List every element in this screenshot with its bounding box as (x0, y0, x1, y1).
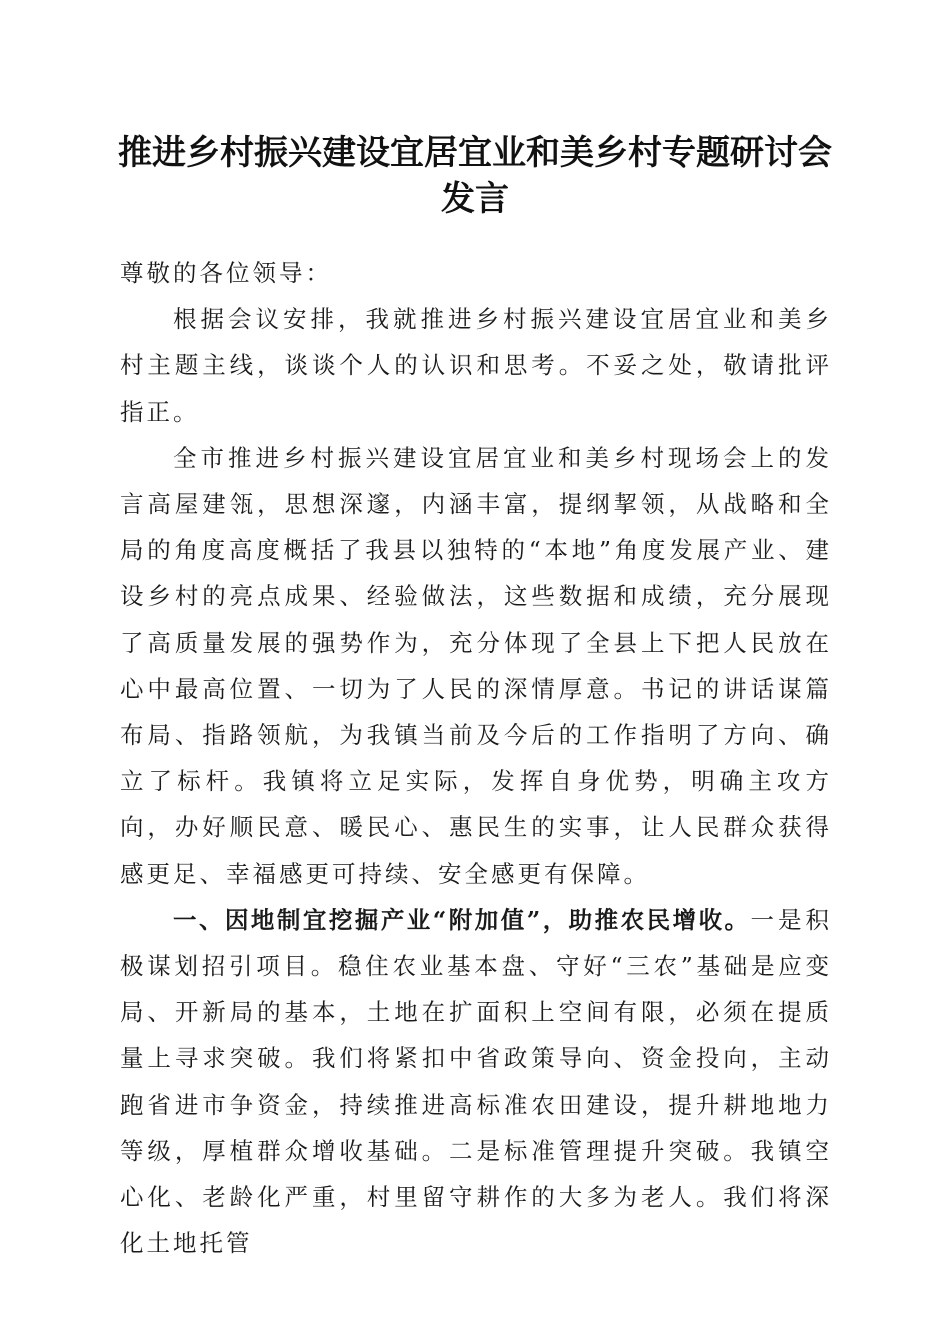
section-one-paragraph (120, 897, 832, 1267)
section-one-text: 一是积极谋划招引项目。稳住农业基本盘、守好“三农”基础是应变局、开新局的基本，土地在扩面积上空间有限，必须在提质量上寻求突破。我们将紧扣中省政策导向、资金投向，主动跑省进市争资金，持续推进高标准农田建设，提升耕地地力等级，厚植群众增收基础。二是标准管理提升突破。我镇空心化、老龄化严重，村里留守耕作的大多为老人。我们将深化土地托管 (120, 905, 832, 1258)
paragraph-intro: 根据会议安排，我就推进乡村振兴建设宜居宜业和美乡村主题主线，谈谈个人的认识和思考。不妥之处，敬请批评指正。 (120, 305, 832, 426)
document-title: 推进乡村振兴建设宜居宜业和美乡村专题研讨会发言 (118, 133, 832, 219)
salutation: 尊敬的各位领导： (120, 259, 332, 287)
section-one-heading: 一、因地制宜挖掘产业“附加值”，助推农民增收。 (173, 905, 751, 934)
document-body (120, 250, 832, 1266)
paragraph-review: 全市推进乡村振兴建设宜居宜业和美乡村现场会上的发言高屋建瓴，思想深邃，内涵丰富，提纲挈领，从战略和全局的角度高度概括了我县以独特的“本地”角度发展产业、建设乡村的亮点成果、经验做法，这些数据和成绩，充分展现了高质量发展的强势作为，充分体现了全县上下把人民放在心中最高位置、一切为了人民的深情厚意。书记的讲话谋篇布局、指路领航，为我镇当前及今后的工作指明了方向、确立了标杆。我镇将立足实际，发挥自身优势，明确主攻方向，办好顺民意、暖民心、惠民生的实事，让人民群众获得感更足、幸福感更可持续、安全感更有保障。 (120, 443, 832, 888)
